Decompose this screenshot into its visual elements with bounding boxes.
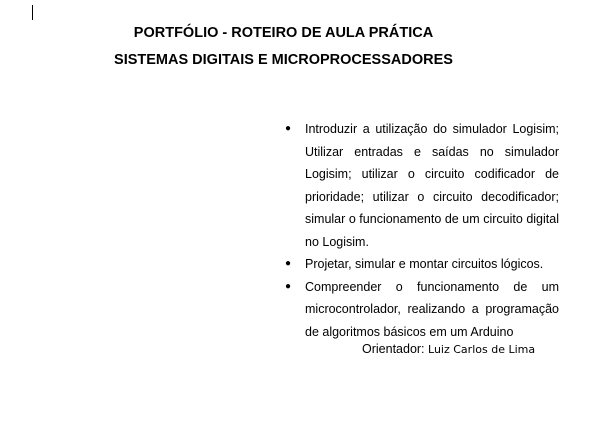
bullet-icon: ● (285, 258, 292, 269)
document-subtitle: SISTEMAS DIGITAIS E MICROPROCESSADORES (114, 52, 453, 68)
list-item (285, 253, 559, 276)
document-title: PORTFÓLIO - ROTEIRO DE AULA PRÁTICA (133, 25, 434, 41)
objective-text: Projetar, simular e montar circuitos lógicos. (305, 257, 544, 271)
bullet-icon: ● (285, 280, 292, 292)
list-item (285, 276, 559, 344)
text-cursor (32, 5, 33, 20)
objective-text: Introduzir a utilização do simulador Logisim; Utilizar entradas e saídas no simulador Logisim; utilizar o circuito codificador de prioridade; utilizar o circuito decodificador; simular o funcionamento de um circuito digital no Logisim. (305, 122, 559, 249)
objectives-list (285, 118, 559, 343)
bullet-icon: ● (285, 123, 292, 134)
advisor-line (362, 342, 535, 356)
advisor-label: Orientador: (362, 342, 425, 356)
list-item (285, 118, 559, 253)
advisor-name: Luiz Carlos de Lima (428, 343, 536, 356)
objective-text: Compreender o funcionamento de um microcontrolador, realizando a programação de algoritmos básicos em um Arduino (305, 279, 559, 339)
